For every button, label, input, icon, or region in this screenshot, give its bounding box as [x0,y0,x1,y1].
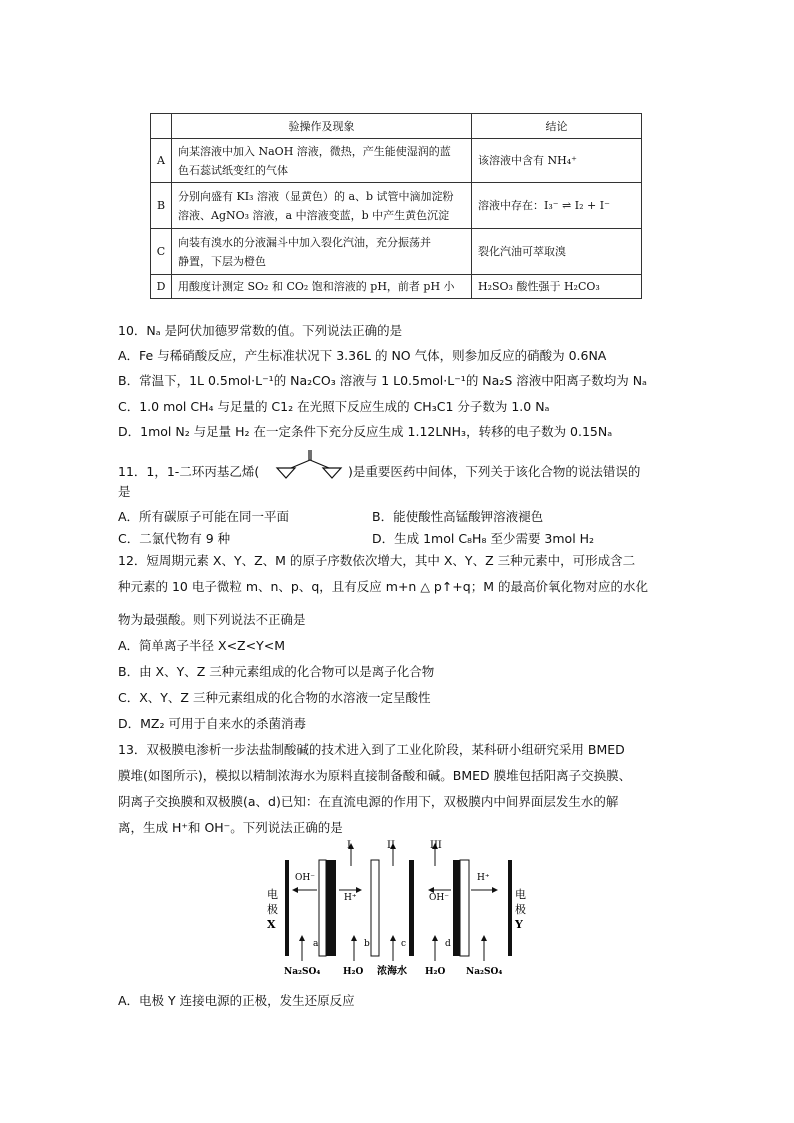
ion-label-oh-left: OH⁻ [295,873,315,883]
membrane-c [409,860,414,956]
ion-label-oh-right: OH⁻ [429,893,449,903]
ion-label-h-left: H⁺ [344,893,357,903]
dicyclopropylethylene-structure [273,448,345,484]
table-row [151,229,642,275]
membrane-d-light [460,860,469,956]
input-label-5: Na₂SO₄ [466,967,503,977]
q11-option-d: D．生成 1mol C₈H₈ 至少需要 3mol H₂ [372,531,595,546]
membrane-a-light [319,860,326,956]
q13-line4: 离，生成 H⁺和 OH⁻。下列说法正确的是 [118,820,343,835]
electrode-y-label-3: Y [515,918,523,931]
table-header-operation: 验操作及现象 [172,114,472,139]
table-header-key [151,114,172,139]
q12-line2: 种元素的 10 电子微粒 m、n、p、q，且有反应 m+n △ p↑+q；M 的最高价氧化物对应的水化 [118,579,648,594]
row-key: A [151,139,172,183]
table-header-row [151,114,642,139]
row-key: C [151,229,172,275]
membrane-label-c: c [401,939,407,949]
q10-option-a: A．Fe 与稀硝酸反应，产生标准状况下 3.36L 的 NO 气体，则参加反应的硝酸为 0.6NA [118,348,607,363]
q10-stem: 10．Nₐ 是阿伏加德罗常数的值。下列说法正确的是 [118,323,403,338]
q13-option-a: A．电极 Y 连接电源的正极，发生还原反应 [118,993,355,1008]
row-operation: 用酸度计测定 SO₂ 和 CO₂ 饱和溶液的 pH，前者 pH 小 [172,275,472,299]
electrode-y-label-2: 极 [515,903,526,916]
q13-line2: 膜堆(如图所示)，模拟以精制浓海水为原料直接制备酸和碱。BMED 膜堆包括阳离子交换膜、 [118,768,632,783]
table-row [151,183,642,229]
q12-line3: 物为最强酸。则下列说法不正确是 [118,612,306,627]
q11-option-c: C．二氯代物有 9 种 [118,531,231,546]
q10-option-b: B．常温下，1L 0.5mol·L⁻¹的 Na₂CO₃ 溶液与 1 L0.5mol·L⁻¹的 Na₂S 溶液中阳离子数均为 Nₐ [118,373,647,388]
q12-line1: 12．短周期元素 X、Y、Z、M 的原子序数依次增大，其中 X、Y、Z 三种元素中，可形成含二 [118,553,636,568]
table-header-conclusion: 结论 [472,114,642,139]
q13-line1: 13．双极膜电渗析一步法盐制酸碱的技术进入到了工业化阶段，某科研小组研究采用 BMED [118,742,625,757]
q11-option-b: B．能使酸性高锰酸钾溶液褪色 [372,509,544,524]
electrode-x-label-1: 电 [267,888,278,901]
row-operation: 向某溶液中加入 NaOH 溶液，微热，产生能使湿润的蓝 色石蕊试纸变红的气体 [172,139,472,183]
output-label-1: I [347,840,351,851]
q12-option-b: B．由 X、Y、Z 三种元素组成的化合物可以是离子化合物 [118,664,435,679]
output-label-2: II [387,840,395,851]
row-key: D [151,275,172,299]
table-row [151,275,642,299]
membrane-label-d: d [445,939,451,949]
q12-option-d: D．MZ₂ 可用于自来水的杀菌消毒 [118,716,306,731]
row-key: B [151,183,172,229]
q11-stem-cont: 是 [118,484,131,499]
row-conclusion: 裂化汽油可萃取溴 [472,229,642,275]
input-label-3: 浓海水 [377,966,407,977]
row-conclusion: H₂SO₃ 酸性强于 H₂CO₃ [472,275,642,299]
table-row [151,139,642,183]
output-label-3: III [430,840,442,851]
row-operation: 向装有溴水的分液漏斗中加入裂化汽油，充分振荡并 静置，下层为橙色 [172,229,472,275]
q12-option-a: A．简单离子半径 X<Z<Y<M [118,638,285,653]
electrode-x-label-3: X [267,918,276,931]
electrode-x-plate [285,860,289,956]
bmed-membrane-diagram [255,838,535,980]
input-label-4: H₂O [425,967,446,977]
input-label-1: Na₂SO₄ [284,967,321,977]
ion-label-h-right: H⁺ [477,873,490,883]
membrane-label-b: b [364,939,370,949]
electrode-y-plate [508,860,512,956]
experiment-table [150,113,642,299]
input-label-2: H₂O [343,967,364,977]
row-conclusion: 溶液中存在：I₃⁻ ⇌ I₂ + I⁻ [472,183,642,229]
membrane-d-dark [453,860,460,956]
row-conclusion: 该溶液中含有 NH₄⁺ [472,139,642,183]
q11-stem-start: 11．1，1-二环丙基乙烯( [118,464,260,479]
q11-option-a: A．所有碳原子可能在同一平面 [118,509,290,524]
q11-stem-end: )是重要医药中间体，下列关于该化合物的说法错误的 [348,464,641,479]
membrane-a-dark [326,860,336,956]
q12-option-c: C．X、Y、Z 三种元素组成的化合物的水溶液一定呈酸性 [118,690,431,705]
q10-option-d: D．1mol N₂ 与足量 H₂ 在一定条件下充分反应生成 1.12LNH₃，转移的电子数为 0.15Nₐ [118,424,613,439]
membrane-b [371,860,379,956]
membrane-label-a: a [313,939,319,949]
electrode-x-label-2: 极 [267,903,278,916]
row-operation: 分别向盛有 KI₃ 溶液（显黄色）的 a、b 试管中滴加淀粉 溶液、AgNO₃ 溶液，a 中溶液变蓝，b 中产生黄色沉淀 [172,183,472,229]
electrode-y-label-1: 电 [515,888,526,901]
q10-option-c: C．1.0 mol CH₄ 与足量的 C1₂ 在光照下反应生成的 CH₃C1 分子数为 1.0 Nₐ [118,399,550,414]
q13-line3: 阴离子交换膜和双极膜(a、d)已知：在直流电源的作用下，双极膜内中间界面层发生水的解 [118,794,619,809]
